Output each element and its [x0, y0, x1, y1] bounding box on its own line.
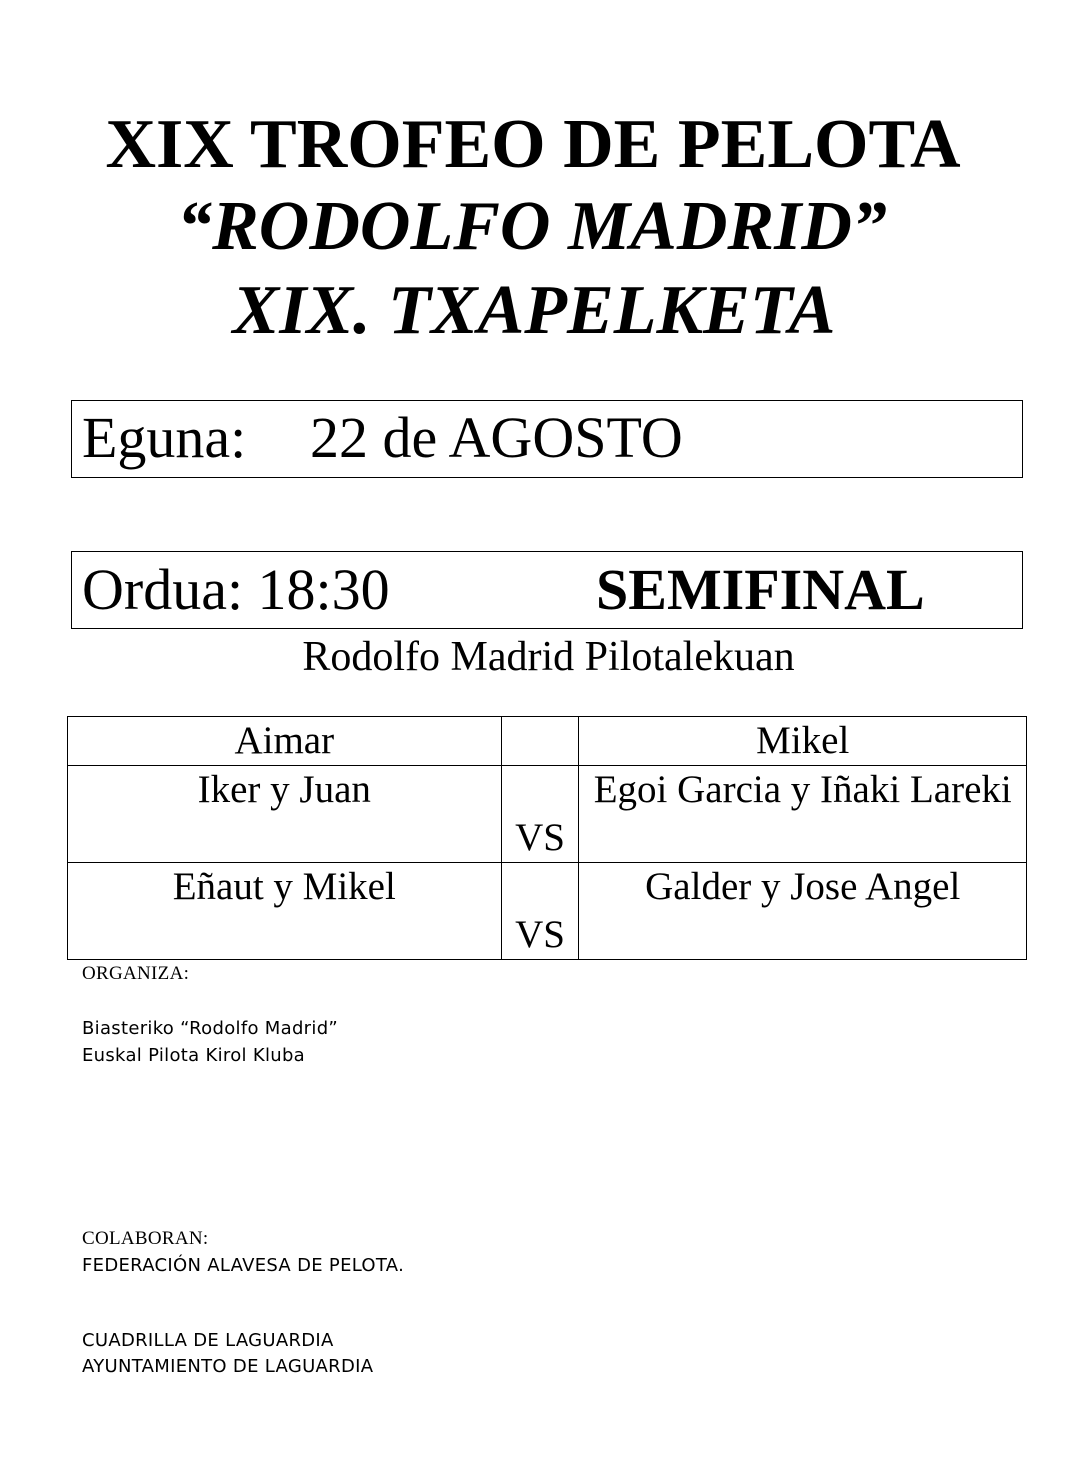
header-middle	[501, 717, 579, 766]
date-value: 22 de AGOSTO	[310, 405, 683, 470]
organiza-line: Biasteriko “Rodolfo Madrid”	[82, 1018, 339, 1039]
title-line-1: XIX TROFEO DE PELOTA	[105, 106, 961, 183]
header-left: Aimar	[68, 717, 502, 766]
title-line-3: XIX. TXAPELKETA	[232, 272, 836, 349]
round-label: SEMIFINAL	[596, 557, 925, 622]
match-vs: VS	[501, 766, 579, 863]
header-right: Mikel	[579, 717, 1027, 766]
match-right-pair: Egoi Garcia y Iñaki Lareki	[579, 766, 1027, 863]
title-line-2: “RODOLFO MADRID”	[177, 188, 887, 265]
colaboran-line: FEDERACIÓN ALAVESA DE PELOTA.	[82, 1255, 405, 1276]
organiza-line: Euskal Pilota Kirol Kluba	[82, 1045, 306, 1066]
match-left-pair: Iker y Juan	[68, 766, 502, 863]
match-vs: VS	[501, 863, 579, 960]
table-row	[68, 766, 1027, 863]
organiza-label: ORGANIZA:	[82, 963, 190, 984]
date-label: Eguna:	[82, 405, 247, 470]
match-left-pair: Eñaut y Mikel	[68, 863, 502, 960]
table-row	[68, 863, 1027, 960]
venue: Rodolfo Madrid Pilotalekuan	[302, 634, 795, 680]
match-right-pair: Galder y Jose Angel	[579, 863, 1027, 960]
colaboran-line: AYUNTAMIENTO DE LAGUARDIA	[82, 1356, 374, 1377]
matches-table	[67, 716, 1027, 960]
table-header-row	[68, 717, 1027, 766]
time-label: Ordua: 18:30	[82, 557, 390, 622]
colaboran-line: CUADRILLA DE LAGUARDIA	[82, 1330, 334, 1351]
colaboran-label: COLABORAN:	[82, 1228, 209, 1249]
